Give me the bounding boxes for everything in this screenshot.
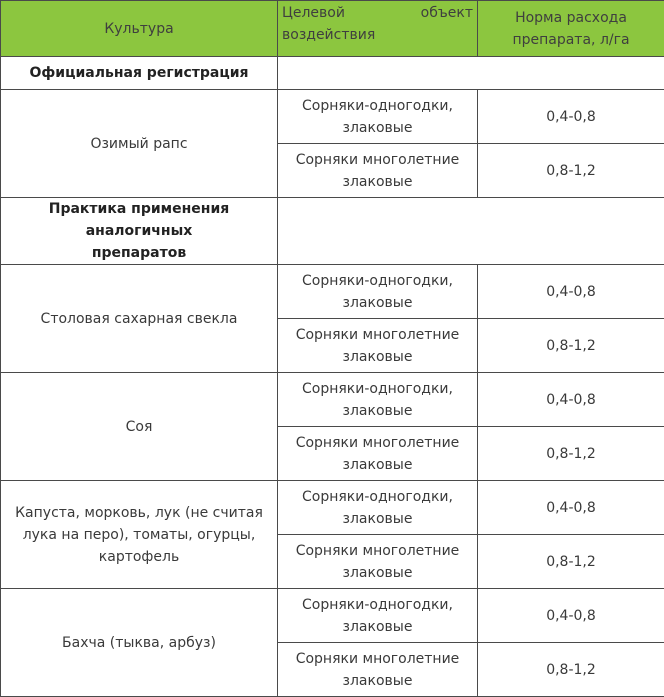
- rate-cell: 0,4-0,8: [478, 90, 664, 144]
- rate-cell: 0,8-1,2: [478, 535, 664, 589]
- section-row: [1, 57, 664, 90]
- crop-name: Соя: [1, 373, 278, 481]
- rate-cell: 0,8-1,2: [478, 144, 664, 198]
- table-row: [1, 90, 664, 144]
- target-cell: Сорняки многолетние злаковые: [278, 144, 478, 198]
- header-rate: Норма расхода препарата, л/га: [478, 1, 664, 57]
- table-row: [1, 265, 664, 319]
- target-cell: Сорняки-одногодки, злаковые: [278, 373, 478, 427]
- crop-name: Капуста, морковь, лук (не считая лука на перо), томаты, огурцы, картофель: [1, 481, 278, 589]
- target-cell: Сорняки многолетние злаковые: [278, 427, 478, 481]
- rate-cell: 0,4-0,8: [478, 481, 664, 535]
- section-row: [1, 198, 664, 265]
- section-title: Официальная регистрация: [1, 57, 278, 90]
- header-target-word3: воздействия: [282, 24, 473, 46]
- target-cell: Сорняки многолетние злаковые: [278, 535, 478, 589]
- table-row: [1, 481, 664, 535]
- table-row: [1, 589, 664, 643]
- table-header-row: [1, 1, 664, 57]
- section-empty-cell: [278, 57, 664, 90]
- header-target: [278, 1, 478, 57]
- rate-cell: 0,8-1,2: [478, 319, 664, 373]
- rate-cell: 0,4-0,8: [478, 589, 664, 643]
- rate-cell: 0,8-1,2: [478, 643, 664, 697]
- target-cell: Сорняки-одногодки, злаковые: [278, 589, 478, 643]
- rate-cell: 0,8-1,2: [478, 427, 664, 481]
- target-cell: Сорняки-одногодки, злаковые: [278, 265, 478, 319]
- rate-cell: 0,4-0,8: [478, 373, 664, 427]
- crop-name: Озимый рапс: [1, 90, 278, 198]
- section-empty-cell: [278, 198, 664, 265]
- header-culture: Культура: [1, 1, 278, 57]
- target-cell: Сорняки многолетние злаковые: [278, 643, 478, 697]
- target-cell: Сорняки многолетние злаковые: [278, 319, 478, 373]
- header-target-word2: объект: [421, 2, 473, 24]
- header-target-word1: Целевой: [282, 2, 345, 24]
- target-cell: Сорняки-одногодки, злаковые: [278, 481, 478, 535]
- rate-cell: 0,4-0,8: [478, 265, 664, 319]
- crop-name: Бахча (тыква, арбуз): [1, 589, 278, 697]
- section-title: Практика применения аналогичных препаратов: [1, 198, 278, 265]
- crop-name: Столовая сахарная свекла: [1, 265, 278, 373]
- table-row: [1, 373, 664, 427]
- target-cell: Сорняки-одногодки, злаковые: [278, 90, 478, 144]
